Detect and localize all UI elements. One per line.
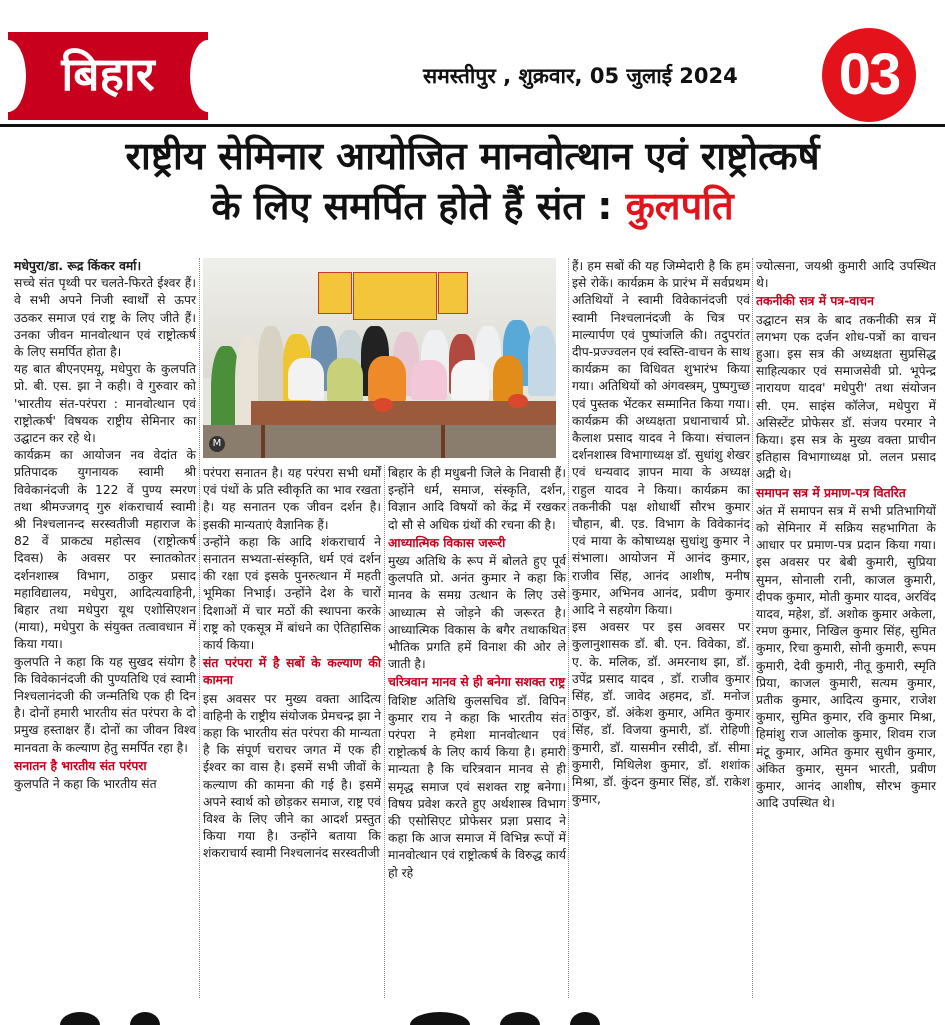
paragraph: परंपरा सनातन है। यह परंपरा सभी धर्मों एवं पंथों के प्रति स्वीकृति का भाव रखता है। यह सनातन एक जीवन दर्शन है। इसकी मान्यताएं वैज्ञानिक हैं।	[203, 466, 381, 532]
paragraph: उन्होंने कहा कि आदि शंकराचार्य ने सनातन सभ्यता-संस्कृति, धर्म एवं दर्शन की रक्षा एवं इसके पुनरुत्थान में महती भूमिका निभाई। उन्होंने देश के चारों दिशाओं में चार मठों की स्थापना करके राष्ट्र को एकसूत्र में बांधने का ऐतिहासिक कार्य किया।	[203, 534, 381, 653]
paragraph: सच्चे संत पृथ्वी पर चलते-फिरते ईश्वर हैं। वे सभी अपने निजी स्वार्थों से ऊपर उठकर समाज एवं राष्ट्र के लिए जीते हैं। उनका जीवन मानवोत्थान एवं राष्ट्रोत्कर्ष के लिए समर्पित होता है।	[14, 276, 196, 360]
next-headline-cropped	[0, 1012, 945, 1025]
headline-line-1: राष्ट्रीय सेमिनार आयोजित मानवोत्थान एवं राष्ट्रोत्कर्ष	[125, 134, 820, 178]
subheading: समापन सत्र में प्रमाण-पत्र वितरित	[756, 485, 906, 500]
headline-accent: कुलपति	[625, 184, 734, 228]
article-column-2	[203, 465, 381, 863]
masthead-rule	[0, 124, 945, 127]
dateline: समस्तीपुर , शुक्रवार, 05 जुलाई 2024	[423, 64, 738, 88]
paragraph: कुलपति ने कहा कि भारतीय संत	[14, 777, 157, 792]
paragraph: विशिष्ट अतिथि कुलसचिव डॉ. विपिन कुमार राय ने कहा कि भारतीय संत परंपरा ने हमेशा मानवोत्थान एवं राष्ट्रोत्कर्ष के लिए कार्य किया है। हमारी मान्यता है कि चरित्रवान मानव से ही समृद्ध समाज एवं सशक्त राष्ट्र बनेगा। विषय प्रवेश करते हुए अर्थशास्त्र विभाग की एसोसिएट प्रोफेसर प्रज्ञा प्रसाद ने कहा कि आज समाज में विभिन्न रूपों में मानवोत्थान एवं राष्ट्रोत्कर्ष के विरुद्ध कार्य हो रहे	[388, 693, 566, 880]
section-banner	[8, 32, 208, 120]
paragraph: बिहार के ही मधुबनी जिले के निवासी हैं। इन्होंने धर्म, समाज, संस्कृति, दर्शन, विज्ञान आदि विषयों को केंद्र में रखकर दो सौ से अधिक ग्रंथों की रचना की है।	[388, 466, 566, 532]
paragraph: उद्घाटन सत्र के बाद तकनीकी सत्र में लगभग एक दर्जन शोध-पत्रों का वाचन हुआ। इस सत्र की अध्यक्षता सुप्रसिद्ध साहित्यकार एवं समाजसेवी प्रो. भूपेन्द्र नारायण यादव' मधेपुरी' तथा संयोजन सी. एम. साइंस कॉलेज, मधेपुरा में असिस्टेंट प्रोफेसर डॉ. संजय परमार ने किया। इस सत्र के मुख्य वक्ता प्राचीन इतिहास विभागाध्यक्ष प्रो. ललन प्रसाद अद्री थे।	[756, 312, 936, 482]
headline-line-2-main: के लिए समर्पित होते हैं संत :	[211, 184, 626, 228]
paragraph: यह बात बीएनएमयू, मधेपुरा के कुलपति प्रो. बी. एस. झा ने कही। वे गुरुवार को 'भारतीय संत-परंपरा : मानवोत्थान एवं राष्ट्रोत्कर्ष' विषयक राष्ट्रीय सेमिनार का उद्घाटन कर रहे थे।	[14, 362, 196, 446]
photo-floor	[203, 425, 556, 458]
subheading: आध्यात्मिक विकास जरूरी	[388, 535, 506, 550]
motorola-logo-icon: M	[209, 436, 225, 452]
masthead	[0, 0, 945, 125]
paragraph: ज्योत्सना, जयश्री कुमारी आदि उपस्थित थे।	[756, 259, 936, 291]
paragraph: अंत में समापन सत्र में सभी प्रतिभागियों को सेमिनार में सक्रिय सहभागिता के आधार पर प्रमाण-पत्र प्रदान किया गया। इस अवसर पर बेबी कुमारी, सुप्रिया सुमन, सोनाली रानी, काजल कुमारी, दीपक कुमार, मोती कुमार यादव, अरविंद यादव, महेश, डॉ. अशोक कुमार अकेला, रमण कुमार, निखिल कुमार सिंह, सुमित कुमार, रिचा कुमारी, सोनी कुमारी, रूपम कुमारी, देवी कुमारी, नीतू कुमारी, स्मृति प्रिया, काजल कुमारी, सत्यम कुमार, प्रतीक कुमार, आदित्य कुमार, राजेश कुमार, सुमित कुमार, रवि कुमार मिश्रा, हिमांशु राज आलोक कुमार, शिवम राज मंटू कुमार, अमित कुमार सुधीन कुमार, अंकित कुमार, सुमन भारती, प्रवीण कुमार, आनंद आशीष, सौरभ कुमार आदि उपस्थित थे।	[756, 503, 936, 811]
headline-line-2	[0, 180, 945, 232]
subheading: सनातन है भारतीय संत परंपरा	[14, 758, 147, 773]
paragraph: मुख्य अतिथि के रूप में बोलते हुए पूर्व कुलपति प्रो. अनंत कुमार ने कहा कि मानव के समग्र उत्थान के लिए उसे आध्यात्म से जोड़ने की जरूरत है। आध्यात्मिक विकास के बगैर तथाकथित भौतिक प्रगति हमें विनाश की ओर ले जाती है।	[388, 554, 566, 672]
article-column-5	[756, 258, 936, 813]
column-divider	[384, 465, 386, 998]
photo-flowers	[373, 398, 393, 412]
event-photo	[203, 258, 556, 458]
subheading: तकनीकी सत्र में पत्र-वाचन	[756, 294, 874, 309]
paragraph: हैं। हम सबों की यह जिम्मेदारी है कि हम इसे रोकें। कार्यक्रम के प्रारंभ में सर्वप्रथम अतिथियों ने स्वामी विवेकानंदजी एवं स्वामी निश्चलानंदजी के चित्र पर माल्यार्पण एवं पुष्पांजलि की। तदुपरांत दीप-प्रज्ज्वलन एवं स्वस्ति-वाचन के साथ कार्यक्रम का विधिवत शुभारंभ किया गया। अतिथियों को अंगवस्त्रम्, पुष्पगुच्छ एवं पुस्तक भेंटकर सम्मानित किया गया। कार्यक्रम की अध्यक्षता प्रधानाचार्य प्रो. कैलाश प्रसाद यादव ने किया। संचालन दर्शनशास्त्र विभागाध्यक्ष डॉ. सुधांशु शेखर एवं धन्यवाद ज्ञापन माया के अध्यक्ष राहुल यादव ने किया। कार्यक्रम का तकनीकी पक्ष शोधार्थी सौरभ कुमार चौहान, बी. एड. विभाग के विवेकानंद एवं माया के कोषाध्यक्ष सुधांशु कुमार ने संभाला। आयोजन में आनंद कुमार, राजीव सिंह, आनंद आशीष, मनीष कुमार, अभिनव आनंद, प्रवीण कुमार आदि ने सहयोग किया।	[572, 259, 750, 618]
column-divider	[568, 258, 570, 998]
article-column-1	[14, 258, 196, 793]
paragraph: कार्यक्रम का आयोजन नव वेदांत के प्रतिपादक युगनायक स्वामी श्री विवेकानंदजी के 122 वें पुण्य स्मरण तथा श्रीमज्जगद् गुरु शंकराचार्य स्वामी श्री निश्चलानन्द सरस्वतीजी महाराज के 82 वें प्राकट्य महोत्सव (राष्ट्रोत्कर्ष दिवस) के अवसर पर स्नातकोतर दर्शनशास्त्र विभाग, ठाकुर प्रसाद महाविद्यालय, मधेपुरा, आदित्यवाहिनी, बिहार तथा मधेपुरा यूथ एशोसिएशन (माया), मधेपुरा के संयुक्त तत्वावधान में किया गया।	[14, 448, 196, 652]
subheading: संत परंपरा में है सबों के कल्याण की कामना	[203, 656, 381, 688]
article-column-4	[572, 258, 750, 809]
article-column-3	[388, 465, 566, 882]
headline	[0, 132, 945, 232]
photo-flowers	[508, 394, 528, 408]
paragraph: इस अवसर पर इस अवसर पर कुलानुशासक डॉ. बी. एन. विवेका, डॉ. ए. के. मलिक, डॉ. अमरनाथ झा, डॉ. उपेंद्र प्रसाद यादव , डॉ. राजीव कुमार सिंह, डॉ. जावेद अहमद, डॉ. मनोज ठाकुर, डॉ. अंकेश कुमार, अमित कुमार सिंह, डॉ. विजया कुमारी, डॉ. रोहिणी कुमारी, डॉ. यासमीन रसीदी, डॉ. सीमा कुमारी, मिथिलेश कुमार, डॉ. शशांक मिश्रा, डॉ. कुंदन कुमार सिंह, डॉ. राकेश कुमार,	[572, 620, 750, 807]
subheading: चरित्रवान मानव से ही बनेगा सशक्त राष्ट्र	[388, 675, 566, 690]
byline: मधेपुरा/डा. रूद्र किंकर वर्मा।	[14, 259, 142, 273]
paragraph: इस अवसर पर मुख्य वक्ता आदित्य वाहिनी के राष्ट्रीय संयोजक प्रेमचन्द्र झा ने कहा कि भारतीय संत परंपरा की मान्यता है कि संपूर्ण चराचर जगत में एक ही ईश्वर का वास है। इसमें सभी जीवों के कल्याण की कामना की गई है। इसमें अपने स्वार्थ को छोड़कर समाज, राष्ट्र एवं विश्व के लिए जीने का आदर्श प्रस्तुत किया गया है। उन्होंने बताया कि शंकराचार्य स्वामी निश्चलानंद सरस्वतीजी	[203, 691, 381, 861]
page-number-badge: 03	[822, 28, 916, 122]
paragraph: कुलपति ने कहा कि यह सुखद संयोग है कि विवेकानंदजी की पुण्यतिथि एवं स्वामी निश्चलानंदजी की जन्मतिथि एक ही दिन है। दोनों हमारी भारतीय संत परंपरा के दो प्रमुख हस्ताक्षर हैं। दोनों का जीवन विश्व मानवता के कल्याण हेतु समर्पित रहा है।	[14, 654, 196, 755]
section-title: बिहार	[61, 47, 155, 101]
column-divider	[199, 258, 201, 998]
column-divider	[752, 258, 754, 998]
